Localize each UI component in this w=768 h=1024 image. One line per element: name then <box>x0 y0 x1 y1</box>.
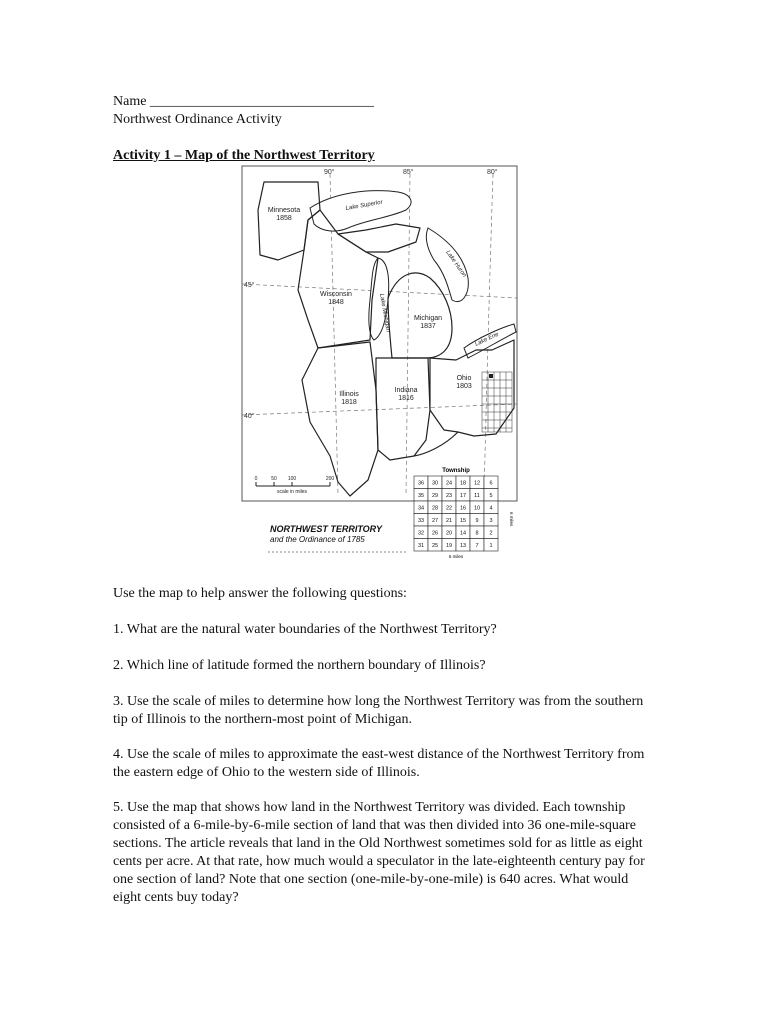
township-cell-number: 25 <box>431 542 439 549</box>
worksheet-title: Northwest Ordinance Activity <box>113 112 282 127</box>
township-cell-number: 9 <box>475 517 479 524</box>
township-cell-number: 18 <box>459 480 467 487</box>
township-title: Township <box>442 468 470 474</box>
scale-tick-label: 0 <box>254 476 258 482</box>
activity-heading: Activity 1 – Map of the Northwest Territory <box>113 148 375 163</box>
township-cell-number: 2 <box>489 530 493 537</box>
township-cell-number: 35 <box>417 492 425 499</box>
township-cell-number: 20 <box>445 530 453 537</box>
township-cell-number: 5 <box>489 492 493 499</box>
township-cell-number: 13 <box>459 542 467 549</box>
township-cell-number: 19 <box>445 542 453 549</box>
latitude-label: 40° <box>244 413 255 420</box>
township-cell-number: 34 <box>417 505 425 512</box>
township-cell-number: 33 <box>417 517 425 524</box>
question-2: 2. Which line of latitude formed the northern boundary of Illinois? <box>113 658 486 673</box>
state-year-label: 1816 <box>398 395 414 402</box>
state-year-label: 1848 <box>328 299 344 306</box>
lake-label: Lake Huron <box>444 249 468 279</box>
township-cell-number: 31 <box>417 542 425 549</box>
lake-label: Lake Superior <box>345 199 384 212</box>
township-bottom-label: 6 miles <box>448 554 464 559</box>
township-cell-number: 32 <box>417 530 425 537</box>
longitude-label: 85° <box>403 169 414 176</box>
township-cell-number: 12 <box>473 480 481 487</box>
township-cell-number: 14 <box>459 530 467 537</box>
longitude-label: 80° <box>487 169 498 176</box>
township-cell-number: 1 <box>489 542 493 549</box>
township-cell-number: 10 <box>473 505 481 512</box>
township-cell-number: 16 <box>459 505 467 512</box>
scale-tick-label: 50 <box>271 476 277 482</box>
state-year-label: 1858 <box>276 215 292 222</box>
state-year-label: 1837 <box>420 323 436 330</box>
question-3: 3. Use the scale of miles to determine how long the Northwest Territory was from the southern tip of Illinois to the northern-most point of Michigan. <box>113 694 644 727</box>
township-cell-number: 30 <box>431 480 439 487</box>
township-cell-number: 28 <box>431 505 439 512</box>
township-cell-number: 4 <box>489 505 493 512</box>
map-subtitle: and the Ordinance of 1785 <box>270 535 365 544</box>
state-year-label: 1818 <box>341 399 357 406</box>
name-field-label: Name ________________________________ <box>113 94 374 109</box>
state-name-label: Ohio <box>456 375 472 382</box>
lake-label: Lake Michigan <box>378 293 391 333</box>
township-cell-number: 22 <box>445 505 453 512</box>
township-cell-number: 36 <box>417 480 425 487</box>
township-cell-number: 26 <box>431 530 439 537</box>
longitude-label: 90° <box>324 169 335 176</box>
township-cell-number: 8 <box>475 530 479 537</box>
lake-label: Lake Erie <box>474 331 500 348</box>
township-cell-number: 6 <box>489 480 493 487</box>
township-cell-number: 21 <box>445 517 453 524</box>
instructions: Use the map to help answer the following questions: <box>113 586 407 601</box>
question-5: 5. Use the map that shows how land in the Northwest Territory was divided. Each township consisted of a 6-mile-by-6-mile section of land that was then divided into 36 one-mile-square sections. The article reveals that land in the Old Northwest sometimes sold for as little as eight cents per acre. At that rate, how much would a speculator in the late-eighteenth century pay for one section of land? Note that one section (one-mile-by-one-mile) is 640 acres. What would eight cents buy today? <box>113 800 645 905</box>
northwest-territory-map <box>238 160 523 560</box>
township-side-label: 6 miles <box>509 512 514 527</box>
township-cell-number: 3 <box>489 517 493 524</box>
state-name-label: Michigan <box>413 315 443 322</box>
state-name-label: Illinois <box>339 391 359 398</box>
state-name-label: Wisconsin <box>320 291 352 298</box>
scale-tick-label: 100 <box>287 476 297 482</box>
state-year-label: 1803 <box>456 383 472 390</box>
scale-tick-label: 200 <box>325 476 335 482</box>
question-4: 4. Use the scale of miles to approximate the east-west distance of the Northwest Territory from the eastern edge of Ohio to the western side of Illinois. <box>113 747 645 780</box>
township-cell-number: 27 <box>431 517 439 524</box>
township-cell-number: 23 <box>445 492 453 499</box>
state-name-label: Minnesota <box>267 207 301 214</box>
township-cell-number: 17 <box>459 492 467 499</box>
township-cell-number: 15 <box>459 517 467 524</box>
ohio-grid-marker <box>489 374 493 378</box>
latitude-label: 45° <box>244 282 255 289</box>
township-cell-number: 29 <box>431 492 439 499</box>
state-name-label: Indiana <box>394 387 418 394</box>
question-1: 1. What are the natural water boundaries of the Northwest Territory? <box>113 622 497 637</box>
township-cell-number: 11 <box>474 492 480 499</box>
scale-caption: scale in miles <box>276 489 308 495</box>
map-title: NORTHWEST TERRITORY <box>270 524 383 534</box>
township-cell-number: 7 <box>475 542 479 549</box>
township-cell-number: 24 <box>445 480 453 487</box>
